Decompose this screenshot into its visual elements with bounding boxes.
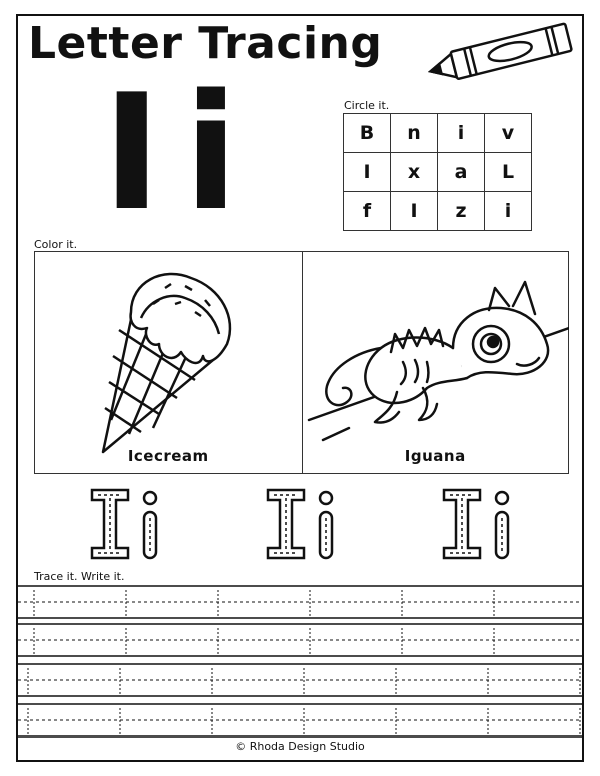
picture-cell-icecream <box>35 252 302 473</box>
letter-grid <box>343 113 532 231</box>
trace-write-label: Trace it. Write it. <box>34 570 125 583</box>
grid-letter-cell[interactable]: z <box>438 192 485 231</box>
copyright-credit: © Rhoda Design Studio <box>235 740 365 753</box>
grid-row <box>344 153 532 192</box>
worksheet <box>16 14 584 762</box>
grid-letter-cell[interactable]: I <box>344 153 391 192</box>
icecream-icon <box>35 252 301 474</box>
grid-letter-cell[interactable]: i <box>438 114 485 153</box>
picture-caption: Icecream <box>127 447 209 465</box>
grid-letter-cell[interactable]: L <box>485 153 532 192</box>
color-it-label: Color it. <box>34 238 78 251</box>
grid-letter-cell[interactable]: v <box>485 114 532 153</box>
grid-letter-cell[interactable]: f <box>344 192 391 231</box>
grid-letter-cell[interactable]: i <box>485 192 532 231</box>
picture-cell-iguana <box>302 252 569 473</box>
grid-row <box>344 114 532 153</box>
grid-letter-cell[interactable]: x <box>391 153 438 192</box>
picture-caption: Iguana <box>404 447 466 465</box>
circle-it-label: Circle it. <box>344 99 390 112</box>
grid-letter-cell[interactable]: I <box>391 192 438 231</box>
trace-letter-pair[interactable] <box>92 490 156 558</box>
iguana-icon <box>303 252 569 474</box>
crayon-icon <box>420 22 580 82</box>
grid-row <box>344 192 532 231</box>
trace-letters <box>78 486 548 564</box>
page-title: Letter Tracing <box>28 18 383 69</box>
featured-letters <box>102 59 261 246</box>
coloring-area <box>34 251 569 474</box>
grid-letter-cell[interactable]: B <box>344 114 391 153</box>
trace-letter-pair[interactable] <box>268 490 332 558</box>
lowercase-letter: i <box>183 59 261 246</box>
grid-letter-cell[interactable]: a <box>438 153 485 192</box>
uppercase-letter: I <box>102 59 184 246</box>
trace-letter-pair[interactable] <box>444 490 508 558</box>
grid-letter-cell[interactable]: n <box>391 114 438 153</box>
handwriting-lines <box>18 584 582 738</box>
